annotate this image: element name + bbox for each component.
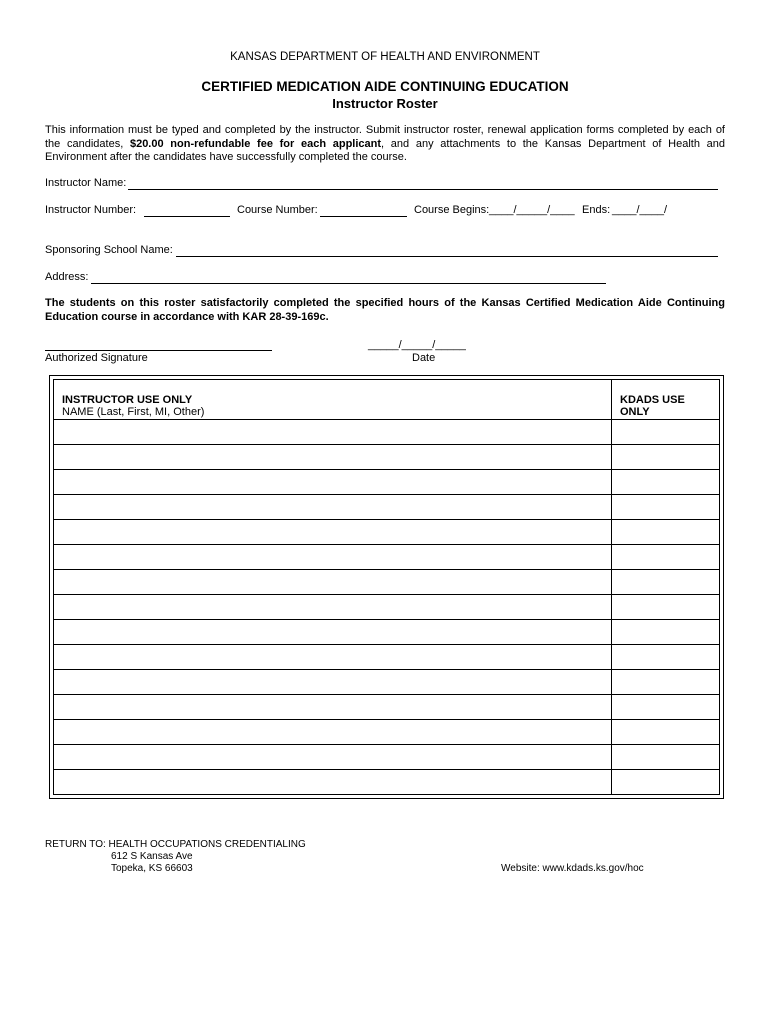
roster-name-cell[interactable] [54, 445, 612, 470]
roster-row [54, 445, 720, 470]
roster-kdads-cell[interactable] [612, 520, 720, 545]
roster-kdads-cell[interactable] [612, 720, 720, 745]
address-field[interactable] [91, 283, 606, 284]
intro-text-2: , and any attachments to the Kansas Department of Health and Environment after the candidates have successfully completed the course. [45, 137, 726, 163]
roster-row [54, 770, 720, 795]
roster-kdads-cell[interactable] [612, 470, 720, 495]
course-begins-label: Course Begins: [414, 204, 490, 216]
roster-kdads-cell[interactable] [612, 495, 720, 520]
roster-name-cell[interactable] [54, 470, 612, 495]
roster-name-cell[interactable] [54, 620, 612, 645]
return-to-line: RETURN TO: HEALTH OCCUPATIONS CREDENTIALING [45, 839, 306, 850]
roster-row [54, 695, 720, 720]
intro-text-1: This information must be typed and completed by the instructor. Submit instructor roster, renewal application forms completed by each of the candidates, [45, 124, 725, 150]
roster-kdads-cell[interactable] [612, 770, 720, 795]
roster-name-cell[interactable] [54, 695, 612, 720]
roster-kdads-cell[interactable] [612, 445, 720, 470]
signature-line[interactable] [45, 350, 272, 351]
signature-label: Authorized Signature [45, 352, 148, 364]
roster-row [54, 520, 720, 545]
roster-kdads-cell[interactable] [612, 645, 720, 670]
roster-row [54, 495, 720, 520]
form-title: CERTIFIED MEDICATION AIDE CONTINUING EDUCATION [201, 79, 569, 94]
roster-row [54, 545, 720, 570]
ends-label: Ends: [582, 204, 611, 216]
roster-name-cell[interactable] [54, 745, 612, 770]
roster-name-cell[interactable] [54, 645, 612, 670]
intro-fee: $20.00 non-refundable fee for each applicant [129, 137, 382, 150]
instructor-number-field[interactable] [144, 216, 230, 217]
roster-kdads-cell[interactable] [612, 570, 720, 595]
address-label: Address: [45, 271, 89, 283]
roster-name-cell[interactable] [54, 420, 612, 445]
ends-field[interactable]: ____/____/ [612, 204, 668, 216]
form-subtitle: Instructor Roster [332, 96, 438, 111]
roster-row [54, 570, 720, 595]
roster-name-cell[interactable] [54, 495, 612, 520]
signature-date-field[interactable]: _____/_____/_____ [368, 339, 466, 351]
roster-name-cell[interactable] [54, 520, 612, 545]
instructor-number-label: Instructor Number: [45, 204, 137, 216]
course-number-label: Course Number: [237, 204, 318, 216]
roster-row [54, 670, 720, 695]
course-number-field[interactable] [320, 216, 407, 217]
roster-name-cell[interactable] [54, 670, 612, 695]
roster-kdads-cell[interactable] [612, 545, 720, 570]
course-begins-field[interactable]: ____/_____/____ [489, 204, 575, 216]
instructor-use-header [54, 380, 612, 420]
sponsoring-school-label: Sponsoring School Name: [45, 244, 173, 256]
kdads-use-header [612, 380, 720, 420]
name-column-subtitle: NAME (Last, First, MI, Other) [62, 406, 205, 418]
roster-row [54, 620, 720, 645]
roster-row [54, 645, 720, 670]
roster-row [54, 745, 720, 770]
roster-kdads-cell[interactable] [612, 670, 720, 695]
roster-header-row [54, 380, 720, 420]
agency-header: KANSAS DEPARTMENT OF HEALTH AND ENVIRONMENT [230, 51, 540, 63]
roster-kdads-cell[interactable] [612, 695, 720, 720]
kdads-use-line2: ONLY [620, 406, 650, 418]
instructor-name-label: Instructor Name: [45, 177, 127, 189]
roster-name-cell[interactable] [54, 595, 612, 620]
roster-kdads-cell[interactable] [612, 420, 720, 445]
instructor-use-title: INSTRUCTOR USE ONLY [62, 394, 193, 406]
roster-name-cell[interactable] [54, 770, 612, 795]
roster-table [53, 379, 720, 795]
return-street: 612 S Kansas Ave [111, 851, 193, 862]
date-label: Date [412, 352, 436, 364]
roster-row [54, 470, 720, 495]
roster-kdads-cell[interactable] [612, 620, 720, 645]
roster-kdads-cell[interactable] [612, 745, 720, 770]
roster-name-cell[interactable] [54, 545, 612, 570]
roster-kdads-cell[interactable] [612, 595, 720, 620]
roster-row [54, 595, 720, 620]
roster-row [54, 420, 720, 445]
website-link[interactable]: Website: www.kdads.ks.gov/hoc [501, 863, 644, 874]
completion-statement: The students on this roster satisfactorily completed the specified hours of the Kansas Certified Medication Aide Continuing Education course in accordance with KAR 28-39-169c. [45, 297, 725, 323]
intro-paragraph [45, 124, 725, 165]
kdads-use-line1: KDADS USE [620, 394, 685, 406]
roster-row [54, 720, 720, 745]
return-city: Topeka, KS 66603 [111, 863, 193, 874]
sponsoring-school-field[interactable] [176, 256, 718, 257]
instructor-name-field[interactable] [128, 189, 718, 190]
roster-name-cell[interactable] [54, 570, 612, 595]
roster-name-cell[interactable] [54, 720, 612, 745]
